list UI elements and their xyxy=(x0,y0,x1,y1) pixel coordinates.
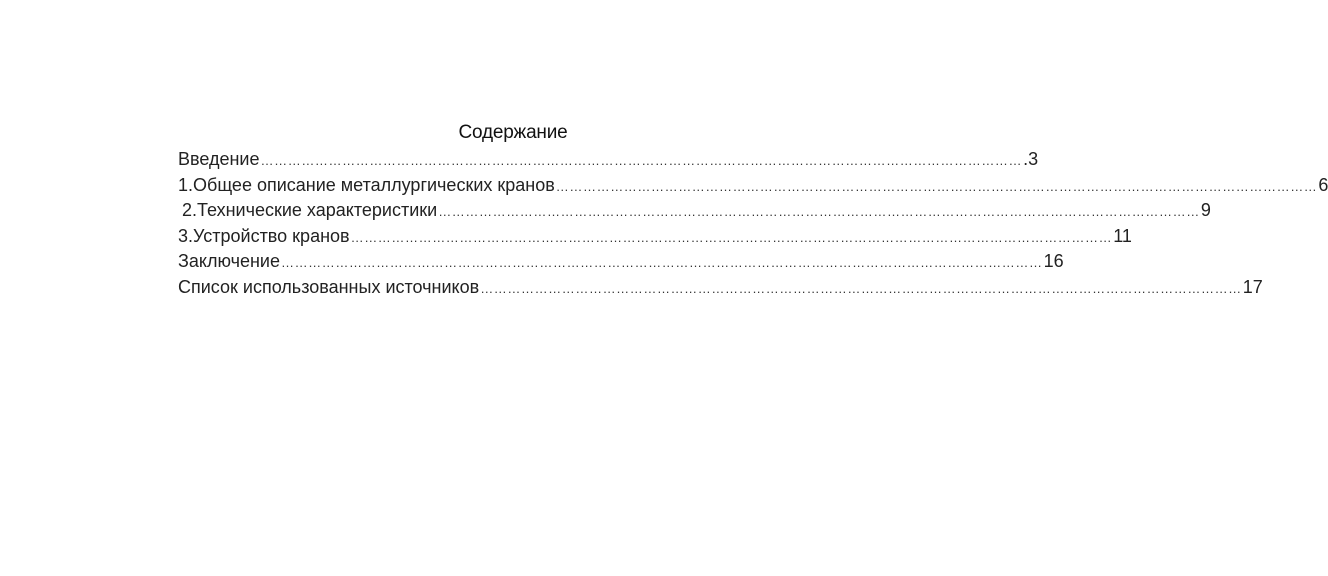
toc-entry-conclusion xyxy=(178,249,1064,275)
toc-title: Содержание xyxy=(458,122,568,143)
toc-entry-label: 1.Общее описание металлургических кранов xyxy=(178,174,555,195)
toc-entry-page: .3 xyxy=(1023,149,1039,169)
table-of-contents xyxy=(178,121,1328,300)
toc-entry-page: 9 xyxy=(1200,200,1211,220)
toc-entry-general-description xyxy=(178,173,1328,199)
toc-entry-page: 6 xyxy=(1318,174,1328,195)
toc-entry-references xyxy=(178,275,1263,301)
toc-entry-label: Список использованных источников xyxy=(178,276,480,297)
toc-leader-dots: …………………………………………………………………………………………………………………………………………………… xyxy=(480,280,1242,296)
toc-leader-dots: …………………………………………………………………………………………………………………………………………………… xyxy=(280,255,1043,270)
toc-leader-dots: …………………………………………………………………………………………………………………………………………………… xyxy=(260,153,1023,168)
toc-leader-dots: …………………………………………………………………………………………………………………………………………………… xyxy=(555,178,1318,194)
toc-entry-page: 17 xyxy=(1242,276,1263,297)
toc-leader-dots: …………………………………………………………………………………………………………………………………………………… xyxy=(350,229,1113,245)
toc-entry-page: 11 xyxy=(1113,225,1132,246)
toc-entry-label: Заключение xyxy=(178,251,280,271)
toc-entry-technical-characteristics xyxy=(178,198,1211,224)
toc-entry-label: Введение xyxy=(178,149,260,169)
toc-entry-label: 2.Технические характеристики xyxy=(182,200,438,220)
toc-leader-dots: …………………………………………………………………………………………………………………………………………………… xyxy=(438,204,1200,219)
toc-entry-introduction xyxy=(178,147,1039,173)
toc-entry-page: 16 xyxy=(1043,251,1064,271)
toc-entry-label: 3.Устройство кранов xyxy=(178,225,350,246)
toc-entry-crane-design xyxy=(178,224,1132,250)
